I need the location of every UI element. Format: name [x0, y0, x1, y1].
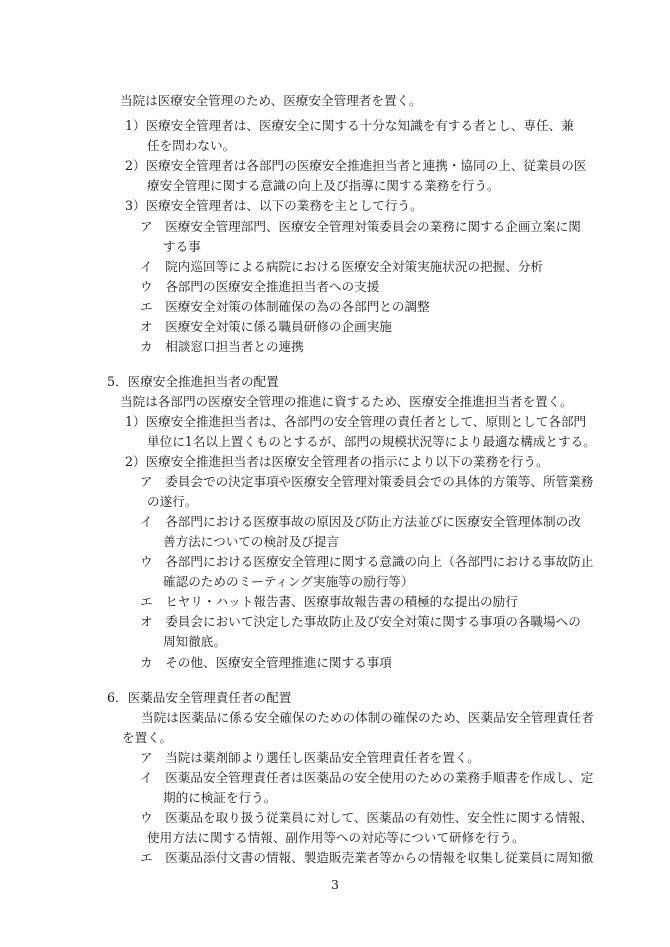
- text-line: 2）医療安全管理者は各部門の医療安全推進担当者と連携・協同の上、従業員の医: [125, 158, 587, 173]
- text-line: イ 各部門における医療事故の原因及び防止方法並びに医療安全管理体制の改: [140, 514, 581, 529]
- text-line: ウ 各部門における医療安全管理に関する意識の向上（各部門における事故防止: [140, 554, 594, 569]
- text-line: 当院は各部門の医療安全管理の推進に資するため、医療安全推進担当者を置く。: [120, 394, 573, 409]
- text-line: 当院は医薬品に係る安全確保のための体制の確保のため、医薬品安全管理責任者: [141, 710, 594, 725]
- text-line: ウ 各部門の医療安全推進担当者への支援: [140, 279, 380, 294]
- text-line: 使用方法に関する情報、副作用等への対応等について研修を行う。: [147, 830, 525, 845]
- text-line: オ 医療安全対策に係る職員研修の企画実施: [140, 319, 392, 334]
- text-line: 3）医療安全管理者は、以下の業務を主として行う。: [125, 198, 423, 213]
- text-line: 任を問わない。: [147, 138, 236, 153]
- text-line: 周知徹底。: [163, 634, 226, 649]
- section-heading: 6．医薬品安全管理責任者の配置: [107, 690, 292, 705]
- text-line: 確認のためのミーティング実施等の励行等）: [163, 574, 414, 589]
- text-line: ア 医療安全管理部門、医療安全管理対策委員会の業務に関する企画立案に関: [140, 219, 581, 234]
- page-number: 3: [331, 877, 339, 892]
- text-line: エ 医療安全対策の体制確保の為の各部門との調整: [140, 299, 430, 314]
- text-line: 善方法についての検討及び提言: [163, 534, 340, 549]
- text-line: イ 医薬品安全管理責任者は医薬品の安全使用のための業務手順書を作成し、定: [140, 770, 594, 785]
- text-line: を置く。: [122, 730, 173, 745]
- text-line: 単位に1名以上置くものとするが、部門の規模状況等により最適な構成とする。: [147, 434, 596, 449]
- text-line: オ 委員会において決定した事故防止及び安全対策に関する事項の各職場への: [140, 614, 581, 629]
- text-line: 療安全管理に関する意識の向上及び指導に関する業務を行う。: [147, 178, 500, 193]
- text-line: 1）医療安全推進担当者は、各部門の安全管理の責任者として、原則として各部門: [125, 414, 587, 429]
- text-line: カ その他、医療安全管理推進に関する事項: [140, 655, 392, 670]
- text-line: ウ 医薬品を取り扱う従業員に対して、医薬品の有効性、安全性に関する情報、: [140, 810, 594, 825]
- text-line: エ ヒヤリ・ハット報告書、医療事故報告書の積極的な提出の励行: [140, 594, 518, 609]
- text-line: イ 院内巡回等による病院における医療安全対策実施状況の把握、分析: [140, 259, 543, 274]
- text-line: 1）医療安全管理者は、医療安全に関する十分な知識を有する者とし、専任、兼: [125, 118, 574, 133]
- text-line: の遂行。: [147, 494, 198, 509]
- text-line: 当院は医療安全管理のため、医療安全管理者を置く。: [120, 93, 422, 108]
- text-line: ア 当院は薬剤師より選任し医薬品安全管理責任者を置く。: [140, 750, 480, 765]
- text-line: する事: [163, 239, 201, 254]
- text-line: 2）医療安全推進担当者は医療安全管理者の指示により以下の業務を行う。: [125, 454, 549, 469]
- text-line: カ 相談窓口担当者との連携: [140, 339, 304, 354]
- text-line: ア 委員会での決定事項や医療安全管理対策委員会での具体的方策等、所管業務: [140, 474, 594, 489]
- text-line: 期的に検証を行う。: [163, 790, 277, 805]
- text-line: エ 医薬品添付文書の情報、製造販売業者等からの情報を収集し従業員に周知徹: [140, 850, 594, 865]
- section-heading: 5．医療安全推進担当者の配置: [107, 374, 279, 389]
